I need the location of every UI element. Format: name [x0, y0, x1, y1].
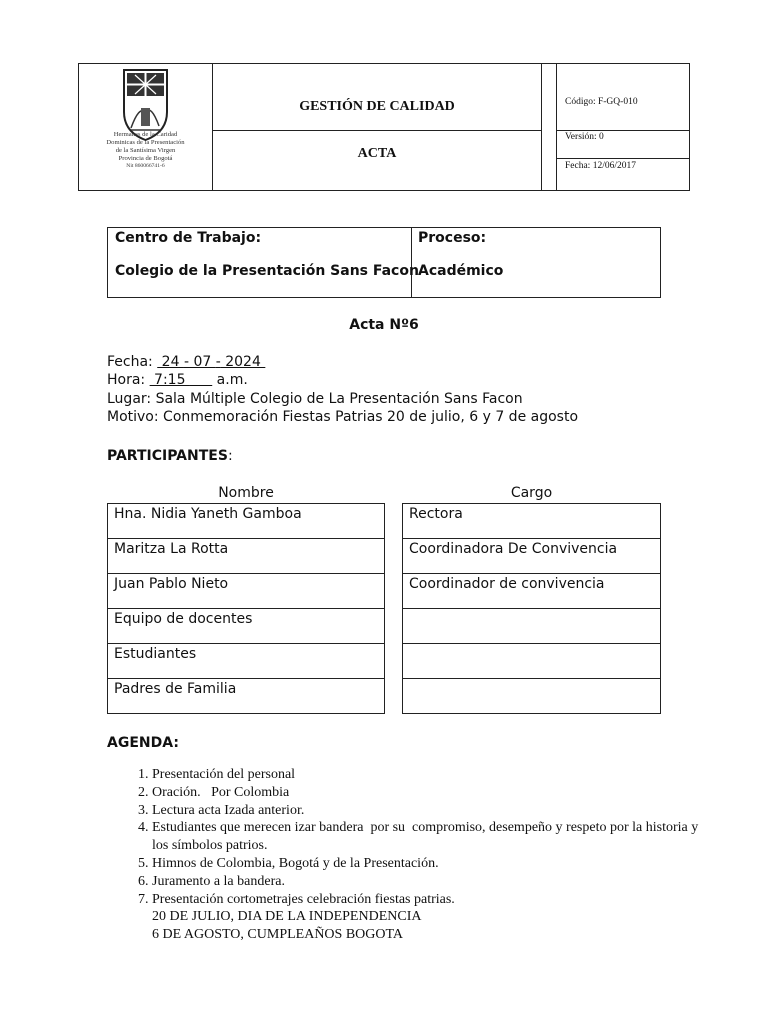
document-code: Código: F-GQ-010 — [565, 97, 638, 107]
cargo-table — [402, 503, 661, 714]
proceso-value: Académico — [418, 263, 504, 279]
list-item: 2. Oración. Por Colombia — [152, 784, 712, 802]
logo-line-3: de la Santísima Virgen — [115, 147, 176, 154]
list-item — [152, 891, 712, 944]
quality-title: GESTIÓN DE CALIDAD — [299, 99, 455, 114]
proceso-label: Proceso: — [418, 230, 487, 246]
column-header-cargo: Cargo — [510, 485, 553, 501]
logo-line-4: Provincia de Bogotá — [118, 155, 173, 162]
list-item: 5. Himnos de Colombia, Bogotá y de la Presentación. — [152, 855, 712, 873]
table-row: Estudiantes — [108, 644, 384, 679]
list-item: 6. Juramento a la bandera. — [152, 873, 712, 891]
agenda-extra-line: 6 DE AGOSTO, CUMPLEAÑOS BOGOTA — [152, 927, 404, 943]
centro-table — [107, 227, 661, 298]
hora-label: Hora: — [107, 372, 146, 388]
list-item: 3. Lectura acta Izada anterior. — [152, 802, 712, 820]
divider — [556, 64, 557, 190]
acta-subtitle: ACTA — [357, 146, 397, 161]
list-item: 4. Estudiantes que merecen izar bandera por su compromiso, desempeño y respeto por la historia y los símbolos patrios. — [152, 819, 712, 855]
table-row: Coordinador de convivencia — [403, 574, 660, 609]
fecha-year: 2024 — [220, 354, 266, 370]
nombre-table — [107, 503, 385, 714]
fecha-label: Fecha: — [107, 354, 153, 370]
fecha-sep: - — [183, 354, 190, 370]
participantes-heading — [107, 448, 233, 464]
fecha-month: 07 — [189, 354, 216, 370]
logo-line-5: Nit 860066741-6 — [126, 163, 165, 169]
participantes-colon: : — [227, 448, 233, 464]
agenda-extra-line: 20 DE JULIO, DIA DE LA INDEPENDENCIA — [152, 909, 422, 925]
document-version: Versión: 0 — [565, 132, 604, 142]
acta-title: Acta Nº6 — [349, 317, 419, 333]
table-row: Coordinadora De Convivencia — [403, 539, 660, 574]
divider — [541, 64, 542, 190]
table-row: Hna. Nidia Yaneth Gamboa — [108, 504, 384, 539]
table-row — [403, 644, 660, 679]
agenda-heading: AGENDA: — [107, 735, 179, 751]
fecha-line — [107, 354, 265, 370]
divider — [556, 130, 689, 131]
table-row — [403, 609, 660, 644]
lugar-line: Lugar: Sala Múltiple Colegio de La Presentación Sans Facon — [107, 391, 523, 407]
divider — [212, 130, 541, 131]
agenda-item-text: 7. Presentación cortometrajes celebración fiestas patrias. — [152, 891, 455, 907]
table-row: Padres de Familia — [114, 681, 237, 697]
divider — [212, 64, 213, 190]
fecha-day: 24 — [157, 354, 184, 370]
logo-line-2: Dominicas de la Presentación — [106, 139, 185, 146]
table-row: Juan Pablo Nieto — [108, 574, 384, 609]
table-row: Maritza La Rotta — [108, 539, 384, 574]
hora-value: 7:15 — [149, 372, 190, 388]
participantes-label: PARTICIPANTES — [107, 448, 228, 464]
table-row — [403, 679, 660, 713]
document-date: Fecha: 12/06/2017 — [565, 161, 636, 171]
divider — [556, 158, 689, 159]
congregation-logo — [79, 64, 212, 190]
centro-label: Centro de Trabajo: — [115, 230, 262, 246]
hora-suffix: a.m. — [216, 372, 248, 388]
document-header — [78, 63, 690, 191]
list-item: 1. Presentación del personal — [152, 766, 712, 784]
hora-line — [107, 372, 248, 388]
table-row: Equipo de docentes — [108, 609, 384, 644]
column-header-nombre: Nombre — [218, 485, 274, 501]
logo-line-1: Hermanas de la Caridad — [113, 131, 178, 138]
fecha-sep: - — [215, 354, 221, 370]
table-row: Rectora — [403, 504, 660, 539]
motivo-line: Motivo: Conmemoración Fiestas Patrias 20 de julio, 6 y 7 de agosto — [107, 409, 579, 425]
agenda-list — [106, 766, 712, 944]
centro-value: Colegio de la Presentación Sans Facon — [115, 263, 419, 279]
